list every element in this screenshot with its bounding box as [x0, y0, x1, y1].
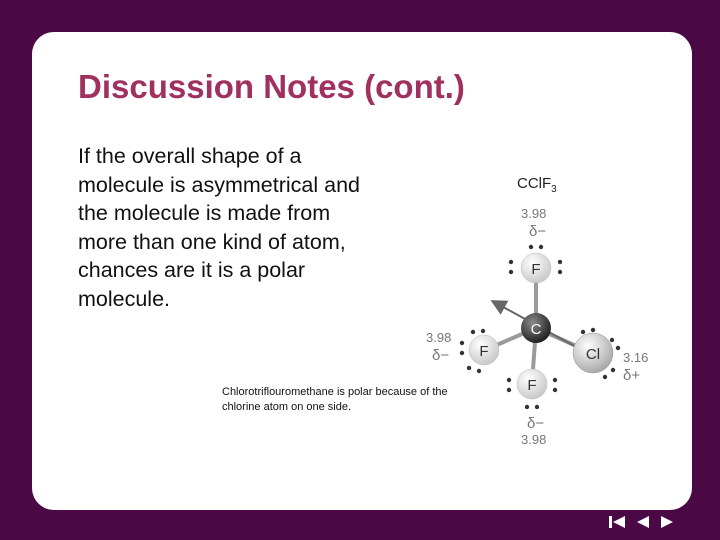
- first-slide-button[interactable]: [606, 513, 628, 531]
- chlorine-atom: [573, 333, 613, 373]
- fluorine-atom-top: [521, 253, 551, 283]
- top-partial-charge: δ−: [529, 223, 547, 240]
- carbon-atom: [521, 313, 551, 343]
- svg-text:F: F: [527, 377, 537, 394]
- svg-text:F: F: [479, 343, 489, 360]
- bottom-partial-charge: δ−: [527, 415, 545, 432]
- slide-title: Discussion Notes (cont.): [78, 68, 465, 105]
- svg-text:C: C: [530, 321, 542, 338]
- left-partial-charge: δ−: [432, 347, 450, 364]
- previous-icon: [636, 515, 650, 529]
- top-electronegativity: 3.98: [521, 206, 547, 221]
- left-electronegativity: 3.98: [426, 330, 452, 345]
- next-slide-button[interactable]: [656, 513, 678, 531]
- svg-text:Cl: Cl: [585, 346, 601, 363]
- fluorine-atom-left: [469, 335, 499, 365]
- bottom-electronegativity: 3.98: [521, 432, 547, 447]
- next-icon: [660, 515, 674, 529]
- previous-slide-button[interactable]: [632, 513, 654, 531]
- right-electronegativity: 3.16: [623, 350, 649, 365]
- right-partial-charge: δ+: [623, 367, 641, 384]
- formula-label: CClF$_3$: [517, 175, 557, 195]
- fluorine-atom-bottom: [517, 369, 547, 399]
- svg-text:F: F: [531, 261, 541, 278]
- diagram-caption: Chlorotriflouromethane is polar because of the chlorine atom on one side.: [222, 386, 448, 413]
- skip-to-first-icon: [608, 515, 626, 529]
- slide-body-text: If the overall shape of a molecule is asymmetrical and the molecule is made from more than one kind of atom, chances are it is a polar molecule.: [78, 144, 360, 311]
